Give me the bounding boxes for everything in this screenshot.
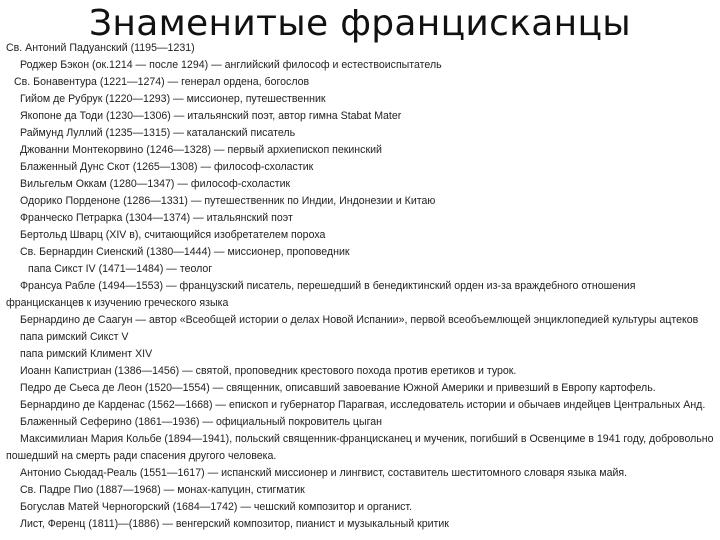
list-entry: Роджер Бэкон (ок.1214 — после 1294) — английский философ и естествоиспытатель	[20, 59, 442, 71]
franciscans-list	[6, 40, 714, 533]
list-entry: Богуслав Матей Черногорский (1684—1742) — чешский композитор и органист.	[20, 501, 413, 513]
list-entry: Антонио Сьюдад-Реаль (1551—1617) — испанский миссионер и лингвист, составитель шеститомного словаря языка майя.	[20, 467, 628, 479]
list-entry: Максимилиан Мария Кольбе (1894—1941), польский священник-францисканец и мученик, погибший в Освенциме в 1941 году, добровольно пошедший на смерть ради спасения другого человека.	[6, 433, 714, 462]
list-entry: папа Сикст IV (1471—1484) — теолог	[28, 263, 213, 275]
list-entry: Раймунд Луллий (1235—1315) — каталанский писатель	[20, 127, 296, 139]
list-entry: Св. Антоний Падуанский (1195—1231)	[6, 42, 195, 54]
list-entry: Гийом де Рубрук (1220—1293) — миссионер, путешественник	[20, 93, 326, 105]
list-entry: папа римский Климент XIV	[20, 348, 153, 360]
list-entry: Блаженный Сеферино (1861—1936) — официальный покровитель цыган	[20, 416, 382, 428]
list-entry: Бернардино де Саагун — автор «Всеобщей истории о делах Новой Испании», первой всеобъемлющей энциклопедией культуры ацтеков	[20, 314, 699, 326]
list-entry: Бернардино де Карденас (1562—1668) — епископ и губернатор Парагвая, исследователь истории и обычаев индейцев Центральных Анд.	[20, 399, 706, 411]
list-entry: Педро де Сьеса де Леон (1520—1554) — священник, описавший завоевание Южной Америки и привезший в Европу картофель.	[20, 382, 656, 394]
list-entry: Св. Бонавентура (1221—1274) — генерал ордена, богослов	[14, 76, 310, 88]
list-entry: Бертольд Шварц (XIV в), считающийся изобретателем пороха	[20, 229, 326, 241]
list-entry: Франческо Петрарка (1304—1374) — итальянский поэт	[20, 212, 293, 224]
list-entry: Якопоне да Тоди (1230—1306) — итальянский поэт, автор гимна Stabat Mater	[20, 110, 402, 122]
list-entry: Св. Бернардин Сиенский (1380—1444) — миссионер, проповедник	[20, 246, 350, 258]
slide-title: Знаменитые францисканцы	[89, 3, 631, 44]
list-entry: Джованни Монтекорвино (1246—1328) — первый архиепископ пекинский	[20, 144, 382, 156]
list-entry: Вильгельм Оккам (1280—1347) — философ-схоластик	[20, 178, 291, 190]
list-entry: Франсуа Рабле (1494—1553) — французский писатель, перешедший в бенедиктинский орден из-за враждебного отношения францисканцев к изучению греческого языка	[6, 280, 636, 309]
list-entry: папа римский Сикст V	[20, 331, 129, 343]
list-entry: Св. Падре Пио (1887—1968) — монах-капуцин, стигматик	[20, 484, 305, 496]
list-entry: Иоанн Капистриан (1386—1456) — святой, проповедник крестового похода против еретиков и турок.	[20, 365, 517, 377]
list-entry: Блаженный Дунс Скот (1265—1308) — философ-схоластик	[20, 161, 314, 173]
list-entry: Одорико Порденоне (1286—1331) — путешественник по Индии, Индонезии и Китаю	[20, 195, 436, 207]
list-entry: Лист, Ференц (1811)—(1886) — венгерский композитор, пианист и музыкальный критик	[20, 518, 449, 530]
